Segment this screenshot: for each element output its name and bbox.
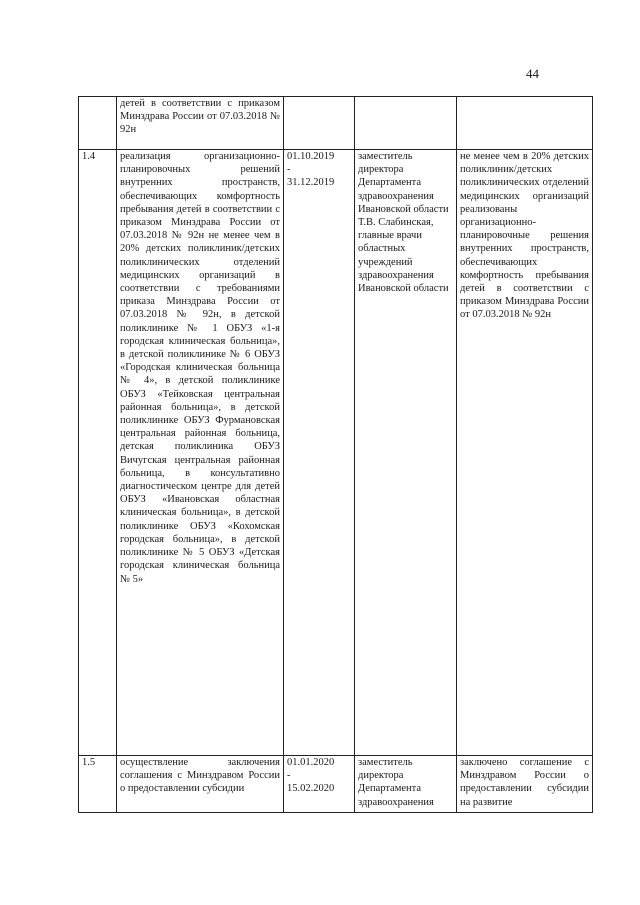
row-number — [79, 97, 117, 150]
date-separator: - — [287, 770, 291, 782]
task-cell: реализация организационно-планировочных решений внутренних пространств, обеспечивающих комфортность пребывания детей в соответствии с приказом Минздрава России от 07.03.2018 № 92н не менее чем в 20% детских поликлиник/детских поликлинических отделений медицинских организаций в соответствии с требованиями приказа Минздрава России от 07.03.2018 № 92н, в детской поликлинике № 1 ОБУЗ «1-я городская клиническая больница», в детской поликлинике № 6 ОБУЗ «Городская клиническая больница № 4», в детской поликлинике ОБУЗ «Тейковская центральная районная больница», в детской поликлинике ОБУЗ Фурмановская центральная районная больница, детская поликлиника ОБУЗ Вичугская центральная районная больница, в консультативно диагностическом центре для детей ОБУЗ «Ивановская областная клиническая больница», в детской поликлинике ОБУЗ «Кохомская городская больница», в детской поликлинике № 5 ОБУЗ «Детская городская клиническая больница № 5» — [117, 150, 284, 756]
result-cell: заключено соглашение с Минздравом России о предоставлении субсидии на развитие — [457, 756, 593, 813]
date-start: 01.10.2019 — [287, 151, 335, 162]
row-number: 1.4 — [79, 150, 117, 756]
table-row — [79, 756, 593, 813]
responsible-cell — [355, 97, 457, 150]
task-cell: осуществление заключения соглашения с Минздравом России о предоставлении субсидии — [117, 756, 284, 813]
date-start: 01.01.2020 — [287, 757, 335, 768]
page-number: 44 — [526, 66, 539, 81]
dates-cell — [284, 150, 355, 756]
task-cell: детей в соответствии с приказом Минздрава России от 07.03.2018 № 92н — [117, 97, 284, 150]
date-separator: - — [287, 164, 291, 176]
row-number: 1.5 — [79, 756, 117, 813]
responsible-cell: заместитель директора Департамента здравоохранения Ивановской области Т.В. Слабинская, главные врачи областных учреждений здравоохранения Ивановской области — [355, 150, 457, 756]
result-cell: не менее чем в 20% детских поликлиник/детских поликлинических отделений медицинских организаций реализованы организационно-планировочные решения внутренних пространств, обеспечивающих комфортность пребывания детей в соответствии с приказом Минздрава России от 07.03.2018 № 92н — [457, 150, 593, 756]
dates-cell — [284, 97, 355, 150]
responsible-cell: заместитель директора Департамента здравоохранения — [355, 756, 457, 813]
measures-table — [78, 96, 593, 813]
date-end: 31.12.2019 — [287, 177, 335, 189]
table-row — [79, 97, 593, 150]
date-end: 15.02.2020 — [287, 783, 335, 795]
result-cell — [457, 97, 593, 150]
dates-cell — [284, 756, 355, 813]
table-row — [79, 150, 593, 756]
